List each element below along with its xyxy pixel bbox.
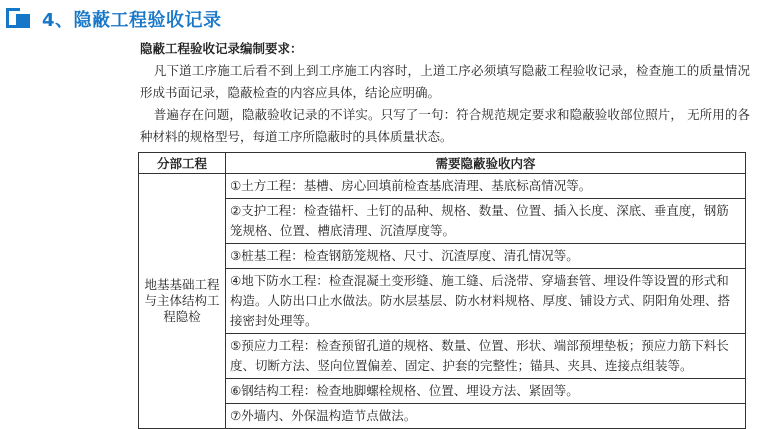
table-row: [139, 199, 746, 244]
table-row: [139, 404, 746, 429]
requirements-block: [140, 38, 750, 148]
problems-paragraph: 普遍存在问题，隐蔽验收记录的不详实。只写了一句：符合规范规定要求和隐蔽验收部位照片， 无所用的各种材料的规格型号，每道工序所隐蔽时的具体质量状态。: [140, 107, 750, 144]
category-cell: 地基基础工程与主体结构工程隐检: [139, 174, 226, 429]
table-cell-item-4: ④地下防水工程：检查混凝土变形缝、施工缝、后浇带、穿墙套管、埋设件等设置的形式和构造。人防出口止水做法。防水层基层、防水材料规格、厚度、铺设方式、阴阳角处理、搭接密封处理等。: [226, 269, 746, 334]
header-content: 需要隐蔽验收内容: [226, 153, 746, 174]
table-header-row: [139, 153, 746, 174]
header-category: 分部工程: [139, 153, 226, 174]
requirements-title: 隐蔽工程验收记录编制要求：: [140, 41, 303, 56]
section-header: [6, 4, 222, 34]
requirements-paragraph: 凡下道工序施工后看不到上到工序施工内容时，上道工序必须填写隐蔽工程验收记录，检查施工的质量情况形成书面记录，隐蔽检查的内容应具体，结论应明确。: [140, 63, 750, 100]
table-row: [139, 244, 746, 269]
table-cell-item-3: ③桩基工程：检查钢筋笼规格、尺寸、沉渣厚度、清孔情况等。: [226, 244, 746, 269]
section-title: 4、隐蔽工程验收记录: [42, 10, 222, 31]
table-cell-item-7: ⑦外墙内、外保温构造节点做法。: [226, 404, 746, 429]
table-cell-item-1: ①土方工程：基槽、房心回填前检查基底清理、基底标高情况等。: [226, 174, 746, 199]
table-cell-item-2: ②支护工程：检查锚杆、土钉的品种、规格、数量、位置、插入长度、深底、垂直度，钢筋笼规格、位置、槽底清理、沉渣厚度等。: [226, 199, 746, 244]
hidden-acceptance-table: [138, 152, 746, 429]
table-row: [139, 269, 746, 334]
table-cell-item-6: ⑥钢结构工程：检查地脚螺栓规格、位置、埋设方法、紧固等。: [226, 379, 746, 404]
table-row: [139, 334, 746, 379]
table-row: [139, 379, 746, 404]
section-bracket-icon: [6, 6, 36, 32]
table-row: [139, 174, 746, 199]
table-cell-item-5: ⑤预应力工程：检查预留孔道的规格、数量、位置、形状、端部预埋垫板；预应力筋下料长度、切断方法、竖向位置偏差、固定、护套的完整性；锚具、夹具、连接点组装等。: [226, 334, 746, 379]
